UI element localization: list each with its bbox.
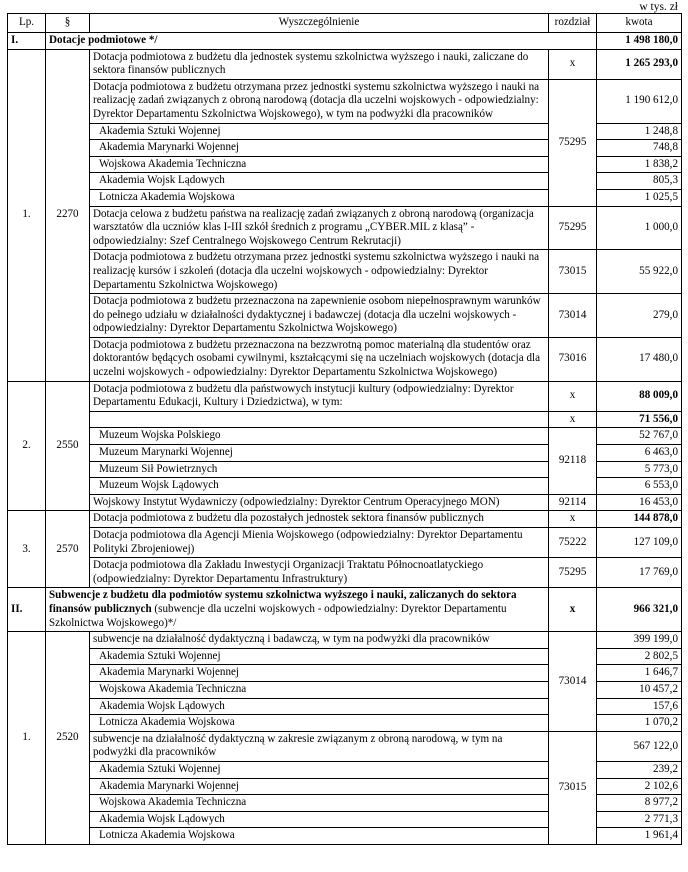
row-amount: 1 265 293,0 [597, 49, 682, 79]
row-description [90, 411, 549, 428]
row-description: Akademia Wojsk Lądowych [90, 173, 549, 190]
row-rozdzial: x [549, 411, 597, 428]
row-description: subwencje na działalność dydaktyczną w zakresie związanym z obroną narodową, w tym na podwyżki dla pracowników [90, 731, 549, 761]
row-rozdzial: 92114 [549, 494, 597, 511]
table-row [8, 558, 682, 588]
row-lp: 2. [8, 381, 46, 511]
row-description: Wojskowa Akademia Techniczna [90, 681, 549, 698]
row-paragraph: 2550 [46, 381, 90, 511]
table-row [8, 49, 682, 79]
row-rozdzial: x [549, 49, 597, 79]
row-description: Akademia Sztuki Wojennej [90, 123, 549, 140]
row-amount: 16 453,0 [597, 494, 682, 511]
row-lp: 3. [8, 511, 46, 588]
row-amount: 6 463,0 [597, 445, 682, 462]
row-amount: 144 878,0 [597, 511, 682, 528]
header-description: Wyszczególnienie [90, 14, 549, 33]
row-description: Dotacja podmiotowa z budżetu dla państwowych instytucji kultury (odpowiedzialny: Dyrektor Departamentu Edukacji, Kultury i Dziedzictwa), w tym: [90, 381, 549, 411]
row-rozdzial: 75295 [549, 206, 597, 250]
row-description: Dotacja podmiotowa dla Agencji Mienia Wojskowego (odpowiedzialny: Dyrektor Departamentu Polityki Zbrojeniowej) [90, 528, 549, 558]
section-row [8, 588, 682, 632]
row-amount: 71 556,0 [597, 411, 682, 428]
row-amount: 10 457,2 [597, 681, 682, 698]
row-amount: 399 199,0 [597, 632, 682, 649]
row-description: Akademia Marynarki Wojennej [90, 665, 549, 682]
section-rozdzial: x [549, 588, 597, 632]
row-description: Dotacja celowa z budżetu państwa na realizację zadań związanych z obroną narodową (organizacja warsztatów dla uczniów klas I-III szkół średnich z programu „CYBER.MIL z klasą” - odpowiedzialny: Szef Centralnego Wojskowego Centrum Rekrutacji) [90, 206, 549, 250]
table-row [8, 337, 682, 381]
section-title: Dotacje podmiotowe */ [46, 33, 597, 50]
table-row [8, 411, 682, 428]
row-amount: 5 773,0 [597, 461, 682, 478]
row-amount: 805,3 [597, 173, 682, 190]
table-row [8, 528, 682, 558]
row-description: Dotacja podmiotowa z budżetu dla pozostałych jednostek sektora finansów publicznych [90, 511, 549, 528]
header-paragraph: § [46, 14, 90, 33]
budget-table [7, 13, 682, 845]
row-amount: 6 553,0 [597, 478, 682, 495]
row-amount: 1 070,2 [597, 715, 682, 732]
row-description: Lotnicza Akademia Wojskowa [90, 828, 549, 845]
section-lp: I. [8, 33, 46, 50]
row-amount: 157,6 [597, 698, 682, 715]
row-amount: 55 922,0 [597, 250, 682, 294]
table-row [8, 731, 682, 761]
section-lp: II. [8, 588, 46, 632]
row-rozdzial: 75295 [549, 558, 597, 588]
row-amount: 2 802,5 [597, 648, 682, 665]
header-kwota: kwota [597, 14, 682, 33]
row-amount: 2 771,3 [597, 811, 682, 828]
row-description: Wojskowy Instytut Wydawniczy (odpowiedzialny: Dyrektor Centrum Operacyjnego MON) [90, 494, 549, 511]
table-row [8, 428, 682, 445]
section-amount: 966 321,0 [597, 588, 682, 632]
row-description: Akademia Sztuki Wojennej [90, 761, 549, 778]
row-description: Wojskowa Akademia Techniczna [90, 795, 549, 812]
section-title-rest: (subwencje dla uczelni wojskowych - odpowiedzialny: Dyrektor Departamentu Szkolnictwa Wojskowego)*/ [49, 602, 507, 629]
row-description: Wojskowa Akademia Techniczna [90, 156, 549, 173]
section-title [46, 588, 549, 632]
row-paragraph: 2270 [46, 49, 90, 381]
row-rozdzial: 73014 [549, 294, 597, 338]
row-amount: 8 977,2 [597, 795, 682, 812]
row-paragraph: 2520 [46, 632, 90, 845]
row-lp: 1. [8, 49, 46, 381]
row-description: Akademia Marynarki Wojennej [90, 778, 549, 795]
row-paragraph: 2570 [46, 511, 90, 588]
row-description: Dotacja podmiotowa z budżetu dla jednostek systemu szkolnictwa wyższego i nauki, zaliczane do sektora finansów publicznych [90, 49, 549, 79]
header-lp: Lp. [8, 14, 46, 33]
row-amount: 1 190 612,0 [597, 79, 682, 123]
section-row [8, 33, 682, 50]
row-rozdzial: 73014 [549, 632, 597, 732]
unit-label: w tys. zł [639, 1, 678, 13]
row-rozdzial: 73016 [549, 337, 597, 381]
row-description: Muzeum Wojsk Lądowych [90, 478, 549, 495]
row-rozdzial: 75222 [549, 528, 597, 558]
row-amount: 52 767,0 [597, 428, 682, 445]
row-amount: 1 838,2 [597, 156, 682, 173]
row-description: Akademia Wojsk Lądowych [90, 698, 549, 715]
table-row [8, 294, 682, 338]
row-amount: 748,8 [597, 140, 682, 157]
row-description: Muzeum Marynarki Wojennej [90, 445, 549, 462]
row-rozdzial: 73015 [549, 250, 597, 294]
row-description: Dotacja podmiotowa z budżetu przeznaczona na zapewnienie osobom niepełnosprawnym warunków do pełnego udziału w działalności dydaktycznej i badawczej (dotacja dla uczelni wojskowych - odpowiedzialny: Dyrektor Departamentu Szkolnictwa Wojskowego) [90, 294, 549, 338]
table-row [8, 381, 682, 411]
row-amount: 88 009,0 [597, 381, 682, 411]
row-description: Akademia Sztuki Wojennej [90, 648, 549, 665]
row-rozdzial: 73015 [549, 731, 597, 844]
row-description: Lotnicza Akademia Wojskowa [90, 189, 549, 206]
row-description: Muzeum Sił Powietrznych [90, 461, 549, 478]
row-description: Dotacja podmiotowa dla Zakładu Inwestycji Organizacji Traktatu Północnoatlatyckiego (odpowiedzialny: Dyrektor Departamentu Infrastruktury) [90, 558, 549, 588]
header-rozdzial: rozdział [549, 14, 597, 33]
row-rozdzial: x [549, 381, 597, 411]
row-description: Dotacja podmiotowa z budżetu przeznaczona na bezzwrotną pomoc materialną dla studentów oraz doktorantów będących osobami cywilnymi, kształcącymi się na uczelniach wojskowych (dotacja dla uczelni wojskowych - odpowiedzialny: Dyrektor Departamentu Szkolnictwa Wojskowego) [90, 337, 549, 381]
table-row [8, 79, 682, 123]
row-description: Dotacja podmiotowa z budżetu otrzymana przez jednostki systemu szkolnictwa wyższego i nauki na realizację kursów i szkoleń (dotacja dla uczelni wojskowych - odpowiedzialny: Dyrektor Departamentu Szkolnictwa Wojskowego) [90, 250, 549, 294]
row-amount: 279,0 [597, 294, 682, 338]
row-amount: 127 109,0 [597, 528, 682, 558]
table-row [8, 206, 682, 250]
row-amount: 17 480,0 [597, 337, 682, 381]
row-amount: 17 769,0 [597, 558, 682, 588]
row-description: Muzeum Wojska Polskiego [90, 428, 549, 445]
row-amount: 567 122,0 [597, 731, 682, 761]
table-row [8, 250, 682, 294]
row-description: Akademia Wojsk Lądowych [90, 811, 549, 828]
header-row [8, 14, 682, 33]
table-row [8, 494, 682, 511]
row-amount: 1 000,0 [597, 206, 682, 250]
row-description: subwencje na działalność dydaktyczną i badawczą, w tym na podwyżki dla pracowników [90, 632, 549, 649]
row-amount: 1 248,8 [597, 123, 682, 140]
row-amount: 239,2 [597, 761, 682, 778]
row-amount: 2 102,6 [597, 778, 682, 795]
row-amount: 1 961,4 [597, 828, 682, 845]
section-title-bold: Subwencje z budżetu dla podmiotów systemu szkolnictwa wyższego i nauki, zaliczanych do sektora finansów publicznych [49, 589, 517, 615]
row-lp: 1. [8, 632, 46, 845]
table-row [8, 511, 682, 528]
row-description: Lotnicza Akademia Wojskowa [90, 715, 549, 732]
row-amount: 1 025,5 [597, 189, 682, 206]
row-rozdzial: x [549, 511, 597, 528]
section-amount: 1 498 180,0 [597, 33, 682, 50]
row-amount: 1 646,7 [597, 665, 682, 682]
row-description: Dotacja podmiotowa z budżetu otrzymana przez jednostki systemu szkolnictwa wyższego i nauki na realizację zadań związanych z obroną narodową (dotacja dla uczelni wojskowych - odpowiedzialny: Dyrektor Departamentu Szkolnictwa Wojskowego), w tym na podwyżki dla pracowników [90, 79, 549, 123]
table-row [8, 632, 682, 649]
row-rozdzial: 92118 [549, 428, 597, 494]
row-description: Akademia Marynarki Wojennej [90, 140, 549, 157]
row-rozdzial: 75295 [549, 79, 597, 206]
